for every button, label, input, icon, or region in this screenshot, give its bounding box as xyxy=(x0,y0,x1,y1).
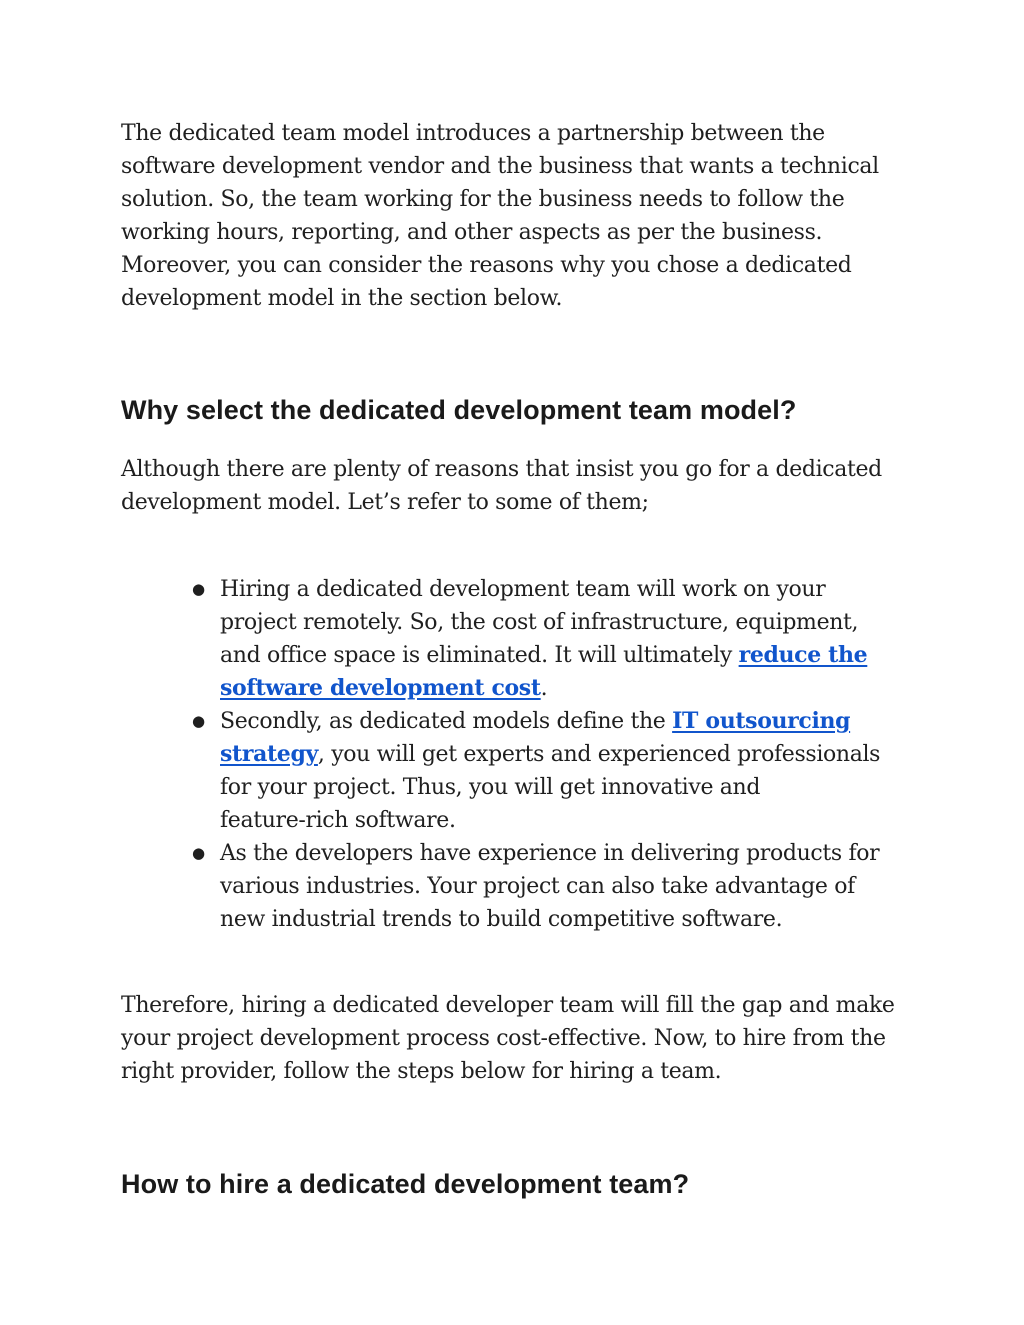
lead-paragraph xyxy=(121,453,911,519)
lead-line: Although there are plenty of reasons that insist you go for a dedicated xyxy=(121,457,882,482)
list-item-text: As the developers have experience in delivering products for xyxy=(220,841,880,866)
list-item-text: project remotely. So, the cost of infrastructure, equipment, xyxy=(220,610,859,635)
list-item xyxy=(189,573,889,705)
conclusion-line: right provider, follow the steps below for hiring a team. xyxy=(121,1059,722,1084)
list-item xyxy=(189,837,889,936)
intro-line: software development vendor and the business that wants a technical xyxy=(121,154,879,179)
list-item-text: , you will get experts and experienced professionals xyxy=(317,742,881,767)
section-heading-why-select: Why select the dedicated development team model? xyxy=(121,395,797,425)
link-text: reduce the xyxy=(738,642,868,668)
list-item-text: Hiring a dedicated development team will work on your xyxy=(220,577,826,602)
link-text: software development cost xyxy=(220,675,541,701)
link-text: strategy xyxy=(220,741,318,767)
intro-line: The dedicated team model introduces a partnership between the xyxy=(121,121,825,146)
conclusion-line: Therefore, hiring a dedicated developer team will fill the gap and make xyxy=(121,993,895,1018)
list-item xyxy=(189,705,889,837)
intro-line: Moreover, you can consider the reasons why you chose a dedicated xyxy=(121,253,852,278)
reasons-list xyxy=(189,573,889,936)
list-item-text: . xyxy=(540,676,548,701)
bullet-icon: ● xyxy=(192,712,205,730)
bullet-icon: ● xyxy=(192,580,205,598)
bullet-icon: ● xyxy=(192,844,205,862)
list-item-text: Secondly, as dedicated models define the xyxy=(220,709,673,734)
conclusion-line: your project development process cost-effective. Now, to hire from the xyxy=(121,1026,886,1051)
lead-line: development model. Let’s refer to some of them; xyxy=(121,490,649,515)
link-text: IT outsourcing xyxy=(672,708,851,734)
list-item-text: feature-rich software. xyxy=(220,808,456,833)
list-item-text: various industries. Your project can also take advantage of xyxy=(220,874,855,899)
list-item-text: new industrial trends to build competitive software. xyxy=(220,907,783,932)
intro-line: development model in the section below. xyxy=(121,286,563,311)
conclusion-paragraph xyxy=(121,989,911,1088)
intro-paragraph xyxy=(121,117,911,315)
intro-line: solution. So, the team working for the business needs to follow the xyxy=(121,187,845,212)
intro-line: working hours, reporting, and other aspects as per the business. xyxy=(121,220,823,245)
list-item-text: and office space is eliminated. It will ultimately xyxy=(220,643,739,668)
section-heading-how-to-hire: How to hire a dedicated development team? xyxy=(121,1169,690,1199)
list-item-text: for your project. Thus, you will get innovative and xyxy=(220,775,761,800)
